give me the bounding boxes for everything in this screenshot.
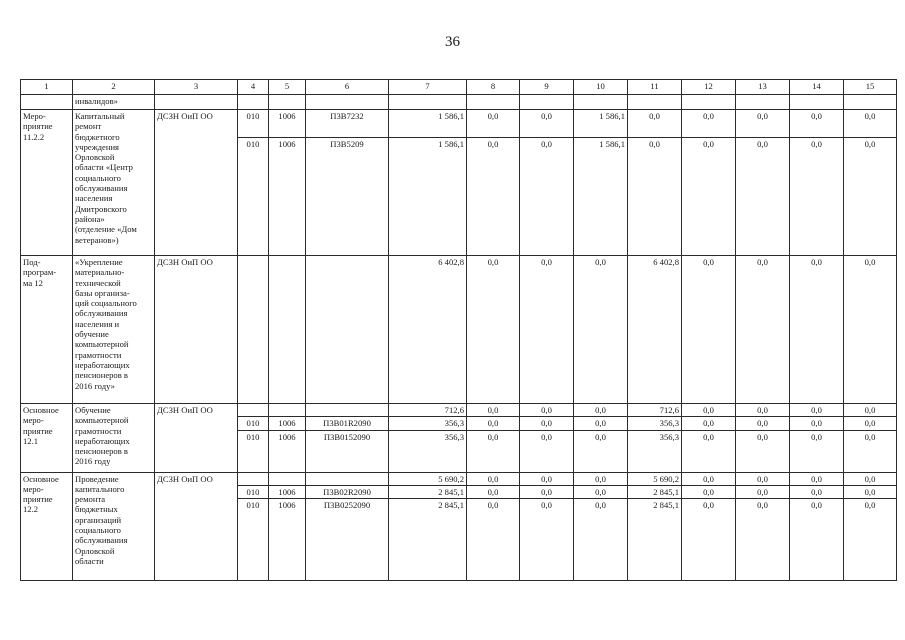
cell-value: 0,0: [844, 472, 897, 485]
cell-target-code: П3В01R2090: [306, 417, 389, 430]
cell-value: 356,3: [628, 430, 682, 472]
column-number: 15: [844, 80, 897, 95]
responsible-executor: ДСЗН ОиП ОО: [155, 256, 238, 404]
table-row: [21, 256, 897, 404]
column-number: 13: [736, 80, 790, 95]
cell-section: 1006: [269, 110, 306, 138]
cell-target-code: П3В7232: [306, 110, 389, 138]
page-number: 36: [445, 34, 460, 50]
cell-value: 0,0: [574, 499, 628, 581]
measure-name: Проведение капитального ремонта бюджетных организаций социального обслуживания Орловской области: [73, 472, 155, 581]
column-number: 2: [73, 80, 155, 95]
cell-grbs: [238, 472, 269, 485]
budget-table: [20, 79, 897, 581]
cell-section: 1006: [269, 499, 306, 581]
cell-value: 0,0: [682, 256, 736, 404]
continuation-row: [21, 95, 897, 110]
cell-value: 0,0: [574, 472, 628, 485]
cell-value: 0,0: [790, 499, 844, 581]
cell-value: 5 690,2: [628, 472, 682, 485]
cell-value: 0,0: [520, 499, 574, 581]
cell-value: 0,0: [467, 256, 520, 404]
cell-value: 0,0: [844, 499, 897, 581]
cell-value: 0,0: [574, 256, 628, 404]
cell-value: 1 586,1: [574, 138, 628, 256]
cell-value: 0,0: [467, 485, 520, 498]
cell-value: 0,0: [628, 138, 682, 256]
cell-value: 0,0: [790, 417, 844, 430]
cell-value: 0,0: [736, 499, 790, 581]
column-number: 1: [21, 80, 73, 95]
cell-value: 0,0: [520, 110, 574, 138]
cell-value: 0,0: [520, 472, 574, 485]
column-number: 3: [155, 80, 238, 95]
cell-grbs: 010: [238, 417, 269, 430]
cell-value: 0,0: [790, 256, 844, 404]
cell-value: 0,0: [790, 110, 844, 138]
cell-value: 0,0: [736, 256, 790, 404]
cell-value: 0,0: [574, 417, 628, 430]
cell-value: 0,0: [790, 472, 844, 485]
column-number: 6: [306, 80, 389, 95]
cell-value: 0,0: [520, 138, 574, 256]
cell-section: 1006: [269, 485, 306, 498]
cell-value: 0,0: [844, 404, 897, 417]
cell-grbs: 010: [238, 110, 269, 138]
cell-value: 0,0: [790, 430, 844, 472]
column-number: 11: [628, 80, 682, 95]
cell-value: 0,0: [467, 110, 520, 138]
cell-value: 0,0: [520, 256, 574, 404]
cell-section: 1006: [269, 138, 306, 256]
column-number: 8: [467, 80, 520, 95]
cell-value: 356,3: [628, 417, 682, 430]
cell-value: 0,0: [682, 110, 736, 138]
responsible-executor: ДСЗН ОиП ОО: [155, 472, 238, 581]
cell-value: 0,0: [736, 138, 790, 256]
cell-section: [269, 404, 306, 417]
cell-grbs: 010: [238, 485, 269, 498]
cell-value: 0,0: [467, 404, 520, 417]
cell-value: 0,0: [628, 110, 682, 138]
cell-value: 0,0: [844, 485, 897, 498]
cell-value: 1 586,1: [574, 110, 628, 138]
cell-value: 0,0: [682, 404, 736, 417]
column-number: 14: [790, 80, 844, 95]
column-number-row: [21, 80, 897, 95]
cell-section: 1006: [269, 430, 306, 472]
cell-value: 0,0: [736, 472, 790, 485]
cell-value: 0,0: [467, 138, 520, 256]
cell-value: 0,0: [682, 485, 736, 498]
responsible-executor: ДСЗН ОиП ОО: [155, 404, 238, 473]
cell-value: 0,0: [844, 110, 897, 138]
cell-grbs: 010: [238, 138, 269, 256]
cell-value: 2 845,1: [389, 499, 467, 581]
cell-value: 1 586,1: [389, 110, 467, 138]
measure-name: «Укрепление материально- технической базы организа- ций социального обслуживания населения и обучение компьютерной грамотности неработающих пенсионеров в 2016 году»: [73, 256, 155, 404]
measure-name: Обучение компьютерной грамотности неработающих пенсионеров в 2016 году: [73, 404, 155, 473]
cell-value: 0,0: [467, 499, 520, 581]
cell-target-code: [306, 256, 389, 404]
cell-value: 0,0: [736, 417, 790, 430]
cell-value: 0,0: [844, 430, 897, 472]
column-number: 9: [520, 80, 574, 95]
cell-value: 0,0: [574, 485, 628, 498]
measure-code: Под- програм- ма 12: [21, 256, 73, 404]
cell-value: 0,0: [520, 430, 574, 472]
cell-value: 6 402,8: [389, 256, 467, 404]
cell-value: 5 690,2: [389, 472, 467, 485]
column-number: 12: [682, 80, 736, 95]
cell-value: 2 845,1: [628, 485, 682, 498]
table-row: [21, 472, 897, 485]
measure-code: Меро- приятие 11.2.2: [21, 110, 73, 256]
cell-target-code: [306, 404, 389, 417]
cell-value: 0,0: [682, 472, 736, 485]
cell-value: 0,0: [467, 430, 520, 472]
cell-section: 1006: [269, 417, 306, 430]
column-number: 4: [238, 80, 269, 95]
column-number: 7: [389, 80, 467, 95]
cell-value: 0,0: [467, 472, 520, 485]
cell-value: 356,3: [389, 417, 467, 430]
column-number: 10: [574, 80, 628, 95]
cell-value: 0,0: [844, 138, 897, 256]
cell-value: 356,3: [389, 430, 467, 472]
cell-grbs: [238, 256, 269, 404]
column-number: 5: [269, 80, 306, 95]
cell-value: 0,0: [520, 417, 574, 430]
cell-target-code: [306, 472, 389, 485]
measure-name: Капитальный ремонт бюджетного учреждения Орловской области «Центр социального обслуживания населения Дмитровского района» (отделение «Дом ветеранов»): [73, 110, 155, 256]
responsible-executor: ДСЗН ОиП ОО: [155, 110, 238, 256]
cell-value: 2 845,1: [628, 499, 682, 581]
cell-grbs: 010: [238, 499, 269, 581]
cell-value: 0,0: [574, 404, 628, 417]
cell-value: 0,0: [736, 485, 790, 498]
cell-grbs: [238, 404, 269, 417]
cell-value: 0,0: [790, 138, 844, 256]
cell-value: 0,0: [467, 417, 520, 430]
cell-section: [269, 256, 306, 404]
cell-value: 0,0: [790, 485, 844, 498]
cell-grbs: 010: [238, 430, 269, 472]
cell-target-code: П3В5209: [306, 138, 389, 256]
cell-value: 0,0: [682, 430, 736, 472]
cell-section: [269, 472, 306, 485]
cell-value: 0,0: [682, 138, 736, 256]
cell-value: 6 402,8: [628, 256, 682, 404]
cell-value: 0,0: [682, 499, 736, 581]
cell-value: 0,0: [736, 110, 790, 138]
cell-value: 0,0: [520, 485, 574, 498]
cell-value: 0,0: [736, 430, 790, 472]
cell-value: 0,0: [736, 404, 790, 417]
table-row: [21, 110, 897, 138]
measure-code: Основное меро- приятие 12.1: [21, 404, 73, 473]
cell-value: 712,6: [389, 404, 467, 417]
cell-value: 0,0: [520, 404, 574, 417]
cell-value: 2 845,1: [389, 485, 467, 498]
cell-value: 0,0: [844, 417, 897, 430]
cell-target-code: П3В0152090: [306, 430, 389, 472]
cell-value: 0,0: [790, 404, 844, 417]
cell-value: 0,0: [574, 430, 628, 472]
cell-value: 0,0: [682, 417, 736, 430]
cell-value: 0,0: [844, 256, 897, 404]
measure-code: Основное меро- приятие 12.2: [21, 472, 73, 581]
cell-target-code: П3В0252090: [306, 499, 389, 581]
table-row: [21, 404, 897, 417]
cell-value: 1 586,1: [389, 138, 467, 256]
continuation-text: инвалидов»: [73, 95, 155, 110]
cell-target-code: П3В02R2090: [306, 485, 389, 498]
cell-value: 712,6: [628, 404, 682, 417]
